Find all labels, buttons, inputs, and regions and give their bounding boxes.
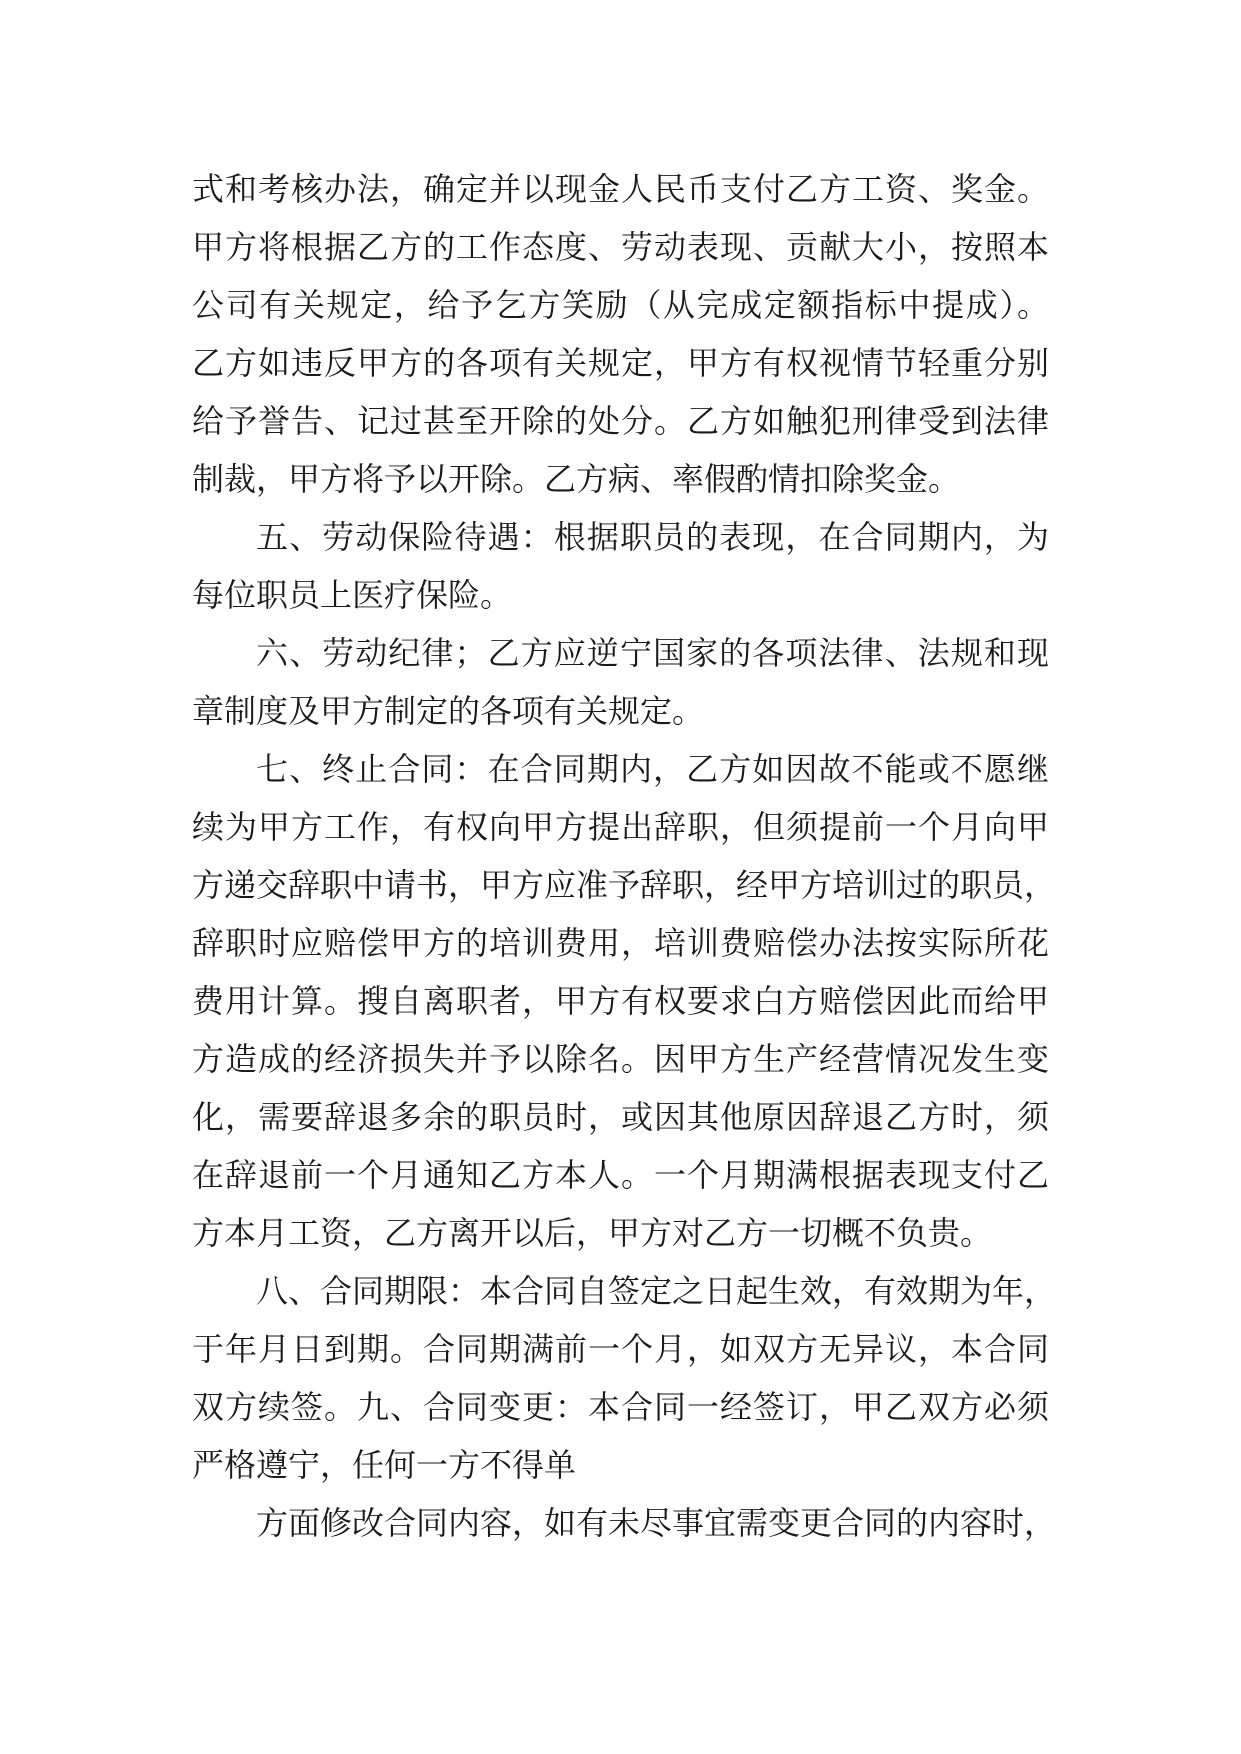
text-line: 方造成的经济损失并予以除名。因甲方生产经营情况发生变 — [192, 1040, 1049, 1078]
text-line: 章制度及甲方制定的各项有关规定。 — [192, 692, 705, 730]
section-heading-line: 六、劳动纪律；乙方应逆宁国家的各项法律、法规和现 — [256, 634, 1049, 672]
text-line: 方递交辞职中请书，甲方应准予辞职，经甲方培训过的职员， — [192, 866, 1057, 904]
text-line: 方本月工资，乙方离开以后，甲方对乙方一切概不负贵。 — [192, 1214, 993, 1252]
text-line: 续为甲方工作，有权向甲方提出辞职，但须提前一个月向甲 — [192, 808, 1049, 846]
text-line: 每位职员上医疗保险。 — [192, 576, 513, 614]
text-line: 严格遵宁，任何一方不得单 — [192, 1446, 577, 1484]
section-heading-line: 五、劳动保险待遇：根据职员的表现，在合同期内，为 — [256, 518, 1049, 556]
text-line: 方面修改合同内容，如有未尽事宜需变更合同的内容时， — [256, 1504, 1057, 1542]
text-line: 给予誉告、记过甚至开除的处分。乙方如触犯刑律受到法律 — [192, 402, 1049, 440]
text-line: 在辞退前一个月通知乙方本人。一个月期满根据表现支付乙 — [192, 1156, 1049, 1194]
text-line: 制裁，甲方将予以开除。乙方病、率假酌情扣除奖金。 — [192, 460, 961, 498]
text-line: 化，需要辞退多余的职员时，或因其他原因辞退乙方时，须 — [192, 1098, 1049, 1136]
section-heading-line: 八、合同期限：本合同自签定之日起生效，有效期为年， — [256, 1272, 1057, 1310]
text-line: 甲方将根据乙方的工作态度、劳动表现、贡献大小，按照本 — [192, 228, 1049, 266]
section-heading-line: 七、终止合同：在合同期内，乙方如因故不能或不愿继 — [256, 750, 1049, 788]
text-line: 辞职时应赔偿甲方的培训费用，培训费赔偿办法按实际所花 — [192, 924, 1049, 962]
text-line: 双方续签。九、合同变更：本合同一经签订，甲乙双方必须 — [192, 1388, 1049, 1426]
text-line: 乙方如违反甲方的各项有关规定，甲方有权视情节轻重分别 — [192, 344, 1049, 382]
text-line: 公司有关规定，给予乞方笑励（从完成定额指标中提成）。 — [192, 286, 1049, 324]
text-line: 式和考核办法，确定并以现金人民币支付乙方工资、奖金。 — [192, 170, 1049, 208]
text-line: 于年月日到期。合同期满前一个月，如双方无异议，本合同 — [192, 1330, 1049, 1368]
text-line: 费用计算。搜自离职者，甲方有权要求白方赔偿因此而给甲 — [192, 982, 1049, 1020]
